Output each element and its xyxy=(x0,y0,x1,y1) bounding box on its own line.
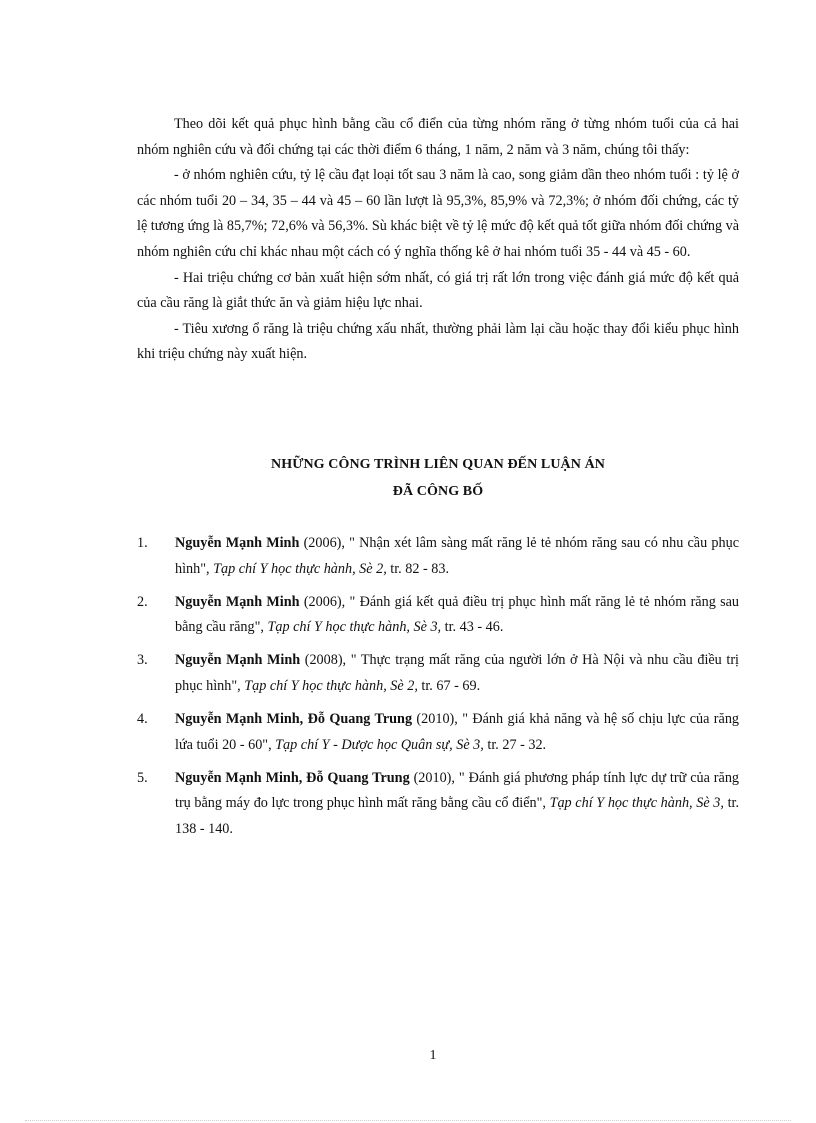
reference-journal: Tạp chí Y học thực hành, Sè 2, xyxy=(213,560,387,577)
reference-pages: tr. 43 - 46. xyxy=(441,619,504,636)
reference-authors: Nguyễn Mạnh Minh xyxy=(175,535,300,551)
reference-pages: tr. 67 - 69. xyxy=(417,677,481,694)
reference-title: (2010), " Đánh giá khả năng và hệ số chịu lực của răng lứa tuổi 20 - 60", xyxy=(175,711,740,753)
reference-item xyxy=(137,531,739,582)
footer-divider xyxy=(25,1120,791,1121)
reference-authors: Nguyễn Mạnh Minh, Đỗ Quang Trung xyxy=(175,711,413,728)
paragraph: Theo dõi kết quả phục hình bằng cầu cổ điển của từng nhóm răng ở từng nhóm tuổi của cả hai nhóm nghiên cứu và đối chứng tại các thời điểm 6 tháng, 1 năm, 2 năm và 3 năm, chúng tôi thấy: xyxy=(137,116,739,158)
reference-item xyxy=(137,707,739,758)
section-heading-line1: NHỮNG CÔNG TRÌNH LIÊN QUAN ĐẾN LUẬN ÁN xyxy=(271,457,605,472)
reference-number: 4. xyxy=(137,711,148,728)
reference-pages: tr. 82 - 83. xyxy=(386,560,450,577)
reference-authors: Nguyễn Mạnh Minh, Đỗ Quang Trung xyxy=(175,769,410,786)
reference-item xyxy=(137,766,739,843)
reference-title: (2006), " Nhận xét lâm sàng mất răng lẻ tẻ nhóm răng sau có nhu cầu phục hình", xyxy=(175,535,740,577)
reference-number: 3. xyxy=(137,652,148,669)
reference-item xyxy=(137,648,739,699)
reference-list xyxy=(137,531,739,850)
reference-journal: Tạp chí Y - Dược học Quân sự, Sè 3, xyxy=(275,736,484,753)
body-text xyxy=(137,112,739,368)
reference-item xyxy=(137,590,739,641)
reference-authors: Nguyễn Mạnh Minh xyxy=(175,652,301,669)
paragraph: - ở nhóm nghiên cứu, tỷ lệ cầu đạt loại tốt sau 3 năm là cao, song giảm dần theo nhóm tuổi : tỷ lệ ở các nhóm tuổi 20 – 34, 35 – 44 và 45 – 60 lần lượt là 95,3%, 85,9% và 72,3%; ở nhóm đối chứng, các tỷ lệ tương ứng là 85,7%; 72,6% và 56,3%. Sù khác biệt về tỷ lệ mức độ kết quả tốt giữa nhóm đối chứng và nhóm nghiên cứu chỉ khác nhau một cách có ý nghĩa thống kê ở hai nhóm tuổi 35 - 44 và 45 - 60. xyxy=(137,167,739,260)
reference-number: 5. xyxy=(137,769,148,786)
reference-pages: tr. 138 - 140. xyxy=(175,795,739,837)
reference-authors: Nguyễn Mạnh Minh xyxy=(175,593,300,610)
paragraph: - Tiêu xương ổ răng là triệu chứng xấu nhất, thường phải làm lại cầu hoặc thay đổi kiểu phục hình khi triệu chứng này xuất hiện. xyxy=(137,320,739,363)
reference-pages: tr. 27 - 32. xyxy=(483,736,547,753)
reference-journal: Tạp chí Y học thực hành, Sè 2, xyxy=(244,677,418,694)
reference-number: 1. xyxy=(137,535,148,551)
section-heading-line2: ĐÃ CÔNG BỐ xyxy=(392,484,484,499)
reference-journal: Tạp chí Y học thực hành, Sè 3, xyxy=(267,619,442,636)
reference-title: (2010), " Đánh giá phương pháp tính lực dự trữ của răng trụ bằng máy đo lực trong phục hình mất răng bằng cầu cổ điển", xyxy=(175,769,740,812)
page-number: 1 xyxy=(429,1048,437,1063)
reference-title: (2006), " Đánh giá kết quả điều trị phục hình mất răng lẻ tẻ nhóm răng sau bằng cầu răng", xyxy=(175,593,740,636)
reference-journal: Tạp chí Y học thực hành, Sè 3, xyxy=(549,795,724,812)
reference-title: (2008), " Thực trạng mất răng của người lớn ở Hà Nội và nhu cầu điều trị phục hình", xyxy=(175,652,739,694)
reference-number: 2. xyxy=(137,593,148,610)
paragraph: - Hai triệu chứng cơ bản xuất hiện sớm nhất, có giá trị rất lớn trong việc đánh giá mức độ kết quả của cầu răng là giắt thức ăn và giảm hiệu lực nhai. xyxy=(137,269,739,312)
